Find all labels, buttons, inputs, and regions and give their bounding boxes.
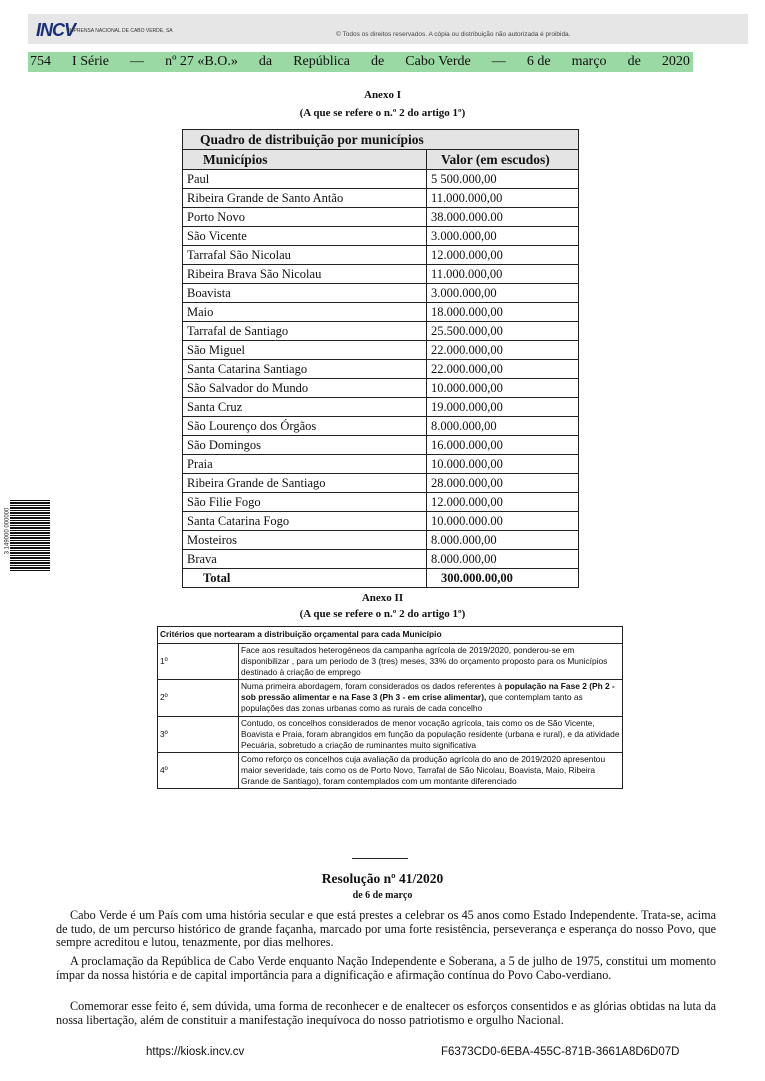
barcode	[10, 500, 50, 572]
criteria-text-part: Numa primeira abordagem, foram considerados os dados referentes à	[241, 681, 505, 692]
table-row	[183, 227, 579, 246]
criteria-text-part: que contemplam tanto as populações das zonas urbanas como as rurais de cada concelho	[241, 692, 583, 714]
municipality-value: 19.000.000,00	[427, 398, 579, 417]
municipality-name: Santa Cruz	[183, 398, 427, 417]
criteria-text	[239, 680, 623, 716]
criteria-text	[239, 644, 623, 680]
paragraph: A proclamação da República de Cabo Verde enquanto Nação Independente e Soberana, a 5 de julho de 1975, constitui um momento ímpar da nossa história e de capital importância para a dignificação e afirmação contínua do Povo Cabo-verdiano.	[56, 954, 716, 982]
municipality-name: Paul	[183, 170, 427, 189]
criteria-row	[158, 680, 623, 716]
municipality-value: 12.000.000,00	[427, 493, 579, 512]
municipality-name: Maio	[183, 303, 427, 322]
municipality-value: 10.000.000,00	[427, 455, 579, 474]
table-row	[183, 189, 579, 208]
municipality-name: Ribeira Grande de Santiago	[183, 474, 427, 493]
dash: —	[130, 54, 145, 69]
criteria-row	[158, 644, 623, 680]
municipality-name: Mosteiros	[183, 531, 427, 550]
municipality-value: 11.000.000,00	[427, 265, 579, 284]
annex1-title: Anexo I	[364, 89, 401, 101]
table-row	[183, 322, 579, 341]
municipality-name: São Salvador do Mundo	[183, 379, 427, 398]
bulletin-header	[30, 54, 690, 70]
municipality-value: 8.000.000,00	[427, 550, 579, 569]
municipality-value: 3.000.000,00	[427, 284, 579, 303]
paragraph: Comemorar esse feito é, sem dúvida, uma forma de reconhecer e de enaltecer os esforços consentidos e as glórias obtidas na luta da nossa libertação, além de constituir a manifestação inequívoca do nosso patriotismo e orgulho Nacional.	[56, 999, 716, 1027]
criteria-text	[239, 716, 623, 752]
table-row	[183, 455, 579, 474]
municipality-name: São Domingos	[183, 436, 427, 455]
col-header-municipios: Municípios	[183, 150, 427, 170]
criteria-row	[158, 716, 623, 752]
municipality-value: 22.000.000,00	[427, 360, 579, 379]
table-title: Quadro de distribuição por municípios	[183, 130, 579, 150]
table-row	[183, 531, 579, 550]
municipality-name: Tarrafal de Santiago	[183, 322, 427, 341]
municipality-name: Santa Catarina Santiago	[183, 360, 427, 379]
page-number: 754	[30, 54, 51, 69]
table-row	[183, 303, 579, 322]
municipality-value: 3.000.000,00	[427, 227, 579, 246]
table-row	[183, 341, 579, 360]
municipality-value: 38.000.000.00	[427, 208, 579, 227]
footer-url[interactable]: https://kiosk.incv.cv	[146, 1046, 245, 1058]
municipality-value: 10.000.000,00	[427, 379, 579, 398]
table-row	[183, 417, 579, 436]
table-row	[183, 474, 579, 493]
criteria-text-part: Como reforço os concelhos cuja avaliação da produção agrícola do ano de 2019/2020 apresentou maior severidade, tais como os de Porto Novo, Tarrafal de São Nicolau, Boavista, Maio, Ribeira Grande de Santiago), foram contemplados com um montante diferenciado	[241, 753, 606, 787]
table-row	[183, 170, 579, 189]
divider	[352, 858, 408, 859]
bulletin-number: nº 27 «B.O.»	[165, 54, 238, 69]
municipality-name: Praia	[183, 455, 427, 474]
table-row	[183, 360, 579, 379]
municipality-name: Tarrafal São Nicolau	[183, 246, 427, 265]
resolution-title: Resolução nº 41/2020	[321, 871, 444, 886]
table-row	[183, 550, 579, 569]
header-word: de	[371, 54, 385, 69]
criteria-number: 4º	[158, 752, 239, 788]
criteria-text-part: Contudo, os concelhos considerados de menor vocação agrícola, tais como os de São Vicente, Boavista e Praia, foram abrangidos em função da população residente (urbana e rural), e da atividade Pecuária, sobretudo a criação de ruminantes muito significativa	[241, 717, 620, 750]
footer-code: F6373CD0-6EBA-455C-871B-3661A8D6D07D	[441, 1046, 680, 1058]
criteria-number: 1º	[158, 644, 239, 680]
total-label: Total	[183, 569, 427, 588]
criteria-text	[239, 752, 623, 788]
table-row	[183, 265, 579, 284]
municipality-value: 8.000.000,00	[427, 417, 579, 436]
logo-text: IMPRENSA NACIONAL DE CABO VERDE, SA	[68, 28, 173, 34]
col-header-valor: Valor (em escudos)	[427, 150, 579, 170]
municipality-value: 12.000.000,00	[427, 246, 579, 265]
table-row	[183, 246, 579, 265]
date-day: 6 de	[526, 54, 551, 69]
municipality-name: Boavista	[183, 284, 427, 303]
table-row	[183, 512, 579, 531]
municipality-value: 16.000.000,00	[427, 436, 579, 455]
date-year: 2020	[661, 54, 690, 69]
dash: —	[491, 54, 506, 69]
rights-notice: © Todos os direitos reservados. A cópia ou distribuição não autorizada é proibida.	[336, 31, 571, 38]
header-word: de	[627, 54, 641, 69]
table-row	[183, 208, 579, 227]
serie: I Série	[72, 54, 109, 69]
table-row	[183, 379, 579, 398]
paragraph: Cabo Verde é um País com uma história secular e que está prestes a celebrar os 45 anos como Estado Independente. Trata-se, acima de tudo, de um percurso histórico de grande façanha, marcado por uma forte resistência, perseverança e esperança do nosso Povo, que sempre acreditou e lutou, tenazmente, por dias melhores.	[56, 908, 716, 949]
municipality-name: Santa Catarina Fogo	[183, 512, 427, 531]
incv-logo: INCV	[36, 20, 76, 40]
date-month: março	[571, 54, 607, 69]
municipality-value: 8.000.000,00	[427, 531, 579, 550]
criteria-table	[157, 626, 623, 789]
table-row	[183, 493, 579, 512]
criteria-number: 3º	[158, 716, 239, 752]
municipality-name: Porto Novo	[183, 208, 427, 227]
annex2-title: Anexo II	[361, 592, 404, 604]
resolution-date: de 6 de março	[352, 890, 413, 901]
municipality-name: São Miguel	[183, 341, 427, 360]
municipality-name: São Vicente	[183, 227, 427, 246]
criteria-text-part: Face aos resultados heterogéneos da campanha agrícola de 2019/2020, ponderou-se em disponibilizar , para um periodo de 3 (tres) meses, 33% do orçamento proposto para os Municípios destinado à criação de emprego	[241, 645, 608, 678]
municipality-name: São Filie Fogo	[183, 493, 427, 512]
total-value: 300.000.00,00	[427, 569, 579, 588]
municipality-value: 28.000.000,00	[427, 474, 579, 493]
municipality-value: 22.000.000,00	[427, 341, 579, 360]
municipality-table	[182, 129, 579, 588]
criteria-row	[158, 752, 623, 788]
municipality-name: Brava	[183, 550, 427, 569]
municipality-value: 11.000.000,00	[427, 189, 579, 208]
criteria-text-bold: população na Fase 2 (Ph 2 - sob pressão alimentar e na Fase 3 (Ph 3 - em crise alimentar),	[241, 681, 615, 703]
municipality-value: 25.500.000,00	[427, 322, 579, 341]
municipality-value: 10.000.000.00	[427, 512, 579, 531]
table-row	[183, 398, 579, 417]
annex2-subtitle: (A que se refere o n.º 2 do artigo 1º)	[299, 608, 466, 620]
municipality-value: 5 500.000,00	[427, 170, 579, 189]
criteria-title: Critérios que nortearam a distribuição orçamental para cada Município	[158, 627, 623, 644]
country: Cabo Verde	[405, 54, 471, 69]
barcode-number: 3 149000 000000	[4, 507, 11, 555]
criteria-number: 2º	[158, 680, 239, 716]
table-row	[183, 284, 579, 303]
municipality-value: 18.000.000,00	[427, 303, 579, 322]
municipality-name: Ribeira Brava São Nicolau	[183, 265, 427, 284]
municipality-name: Ribeira Grande de Santo Antão	[183, 189, 427, 208]
table-row	[183, 436, 579, 455]
municipality-name: São Lourenço dos Órgãos	[183, 417, 427, 436]
header-word: República	[293, 54, 350, 69]
header-word: da	[258, 54, 273, 69]
annex1-subtitle: (A que se refere o n.º 2 do artigo 1º)	[299, 107, 466, 119]
